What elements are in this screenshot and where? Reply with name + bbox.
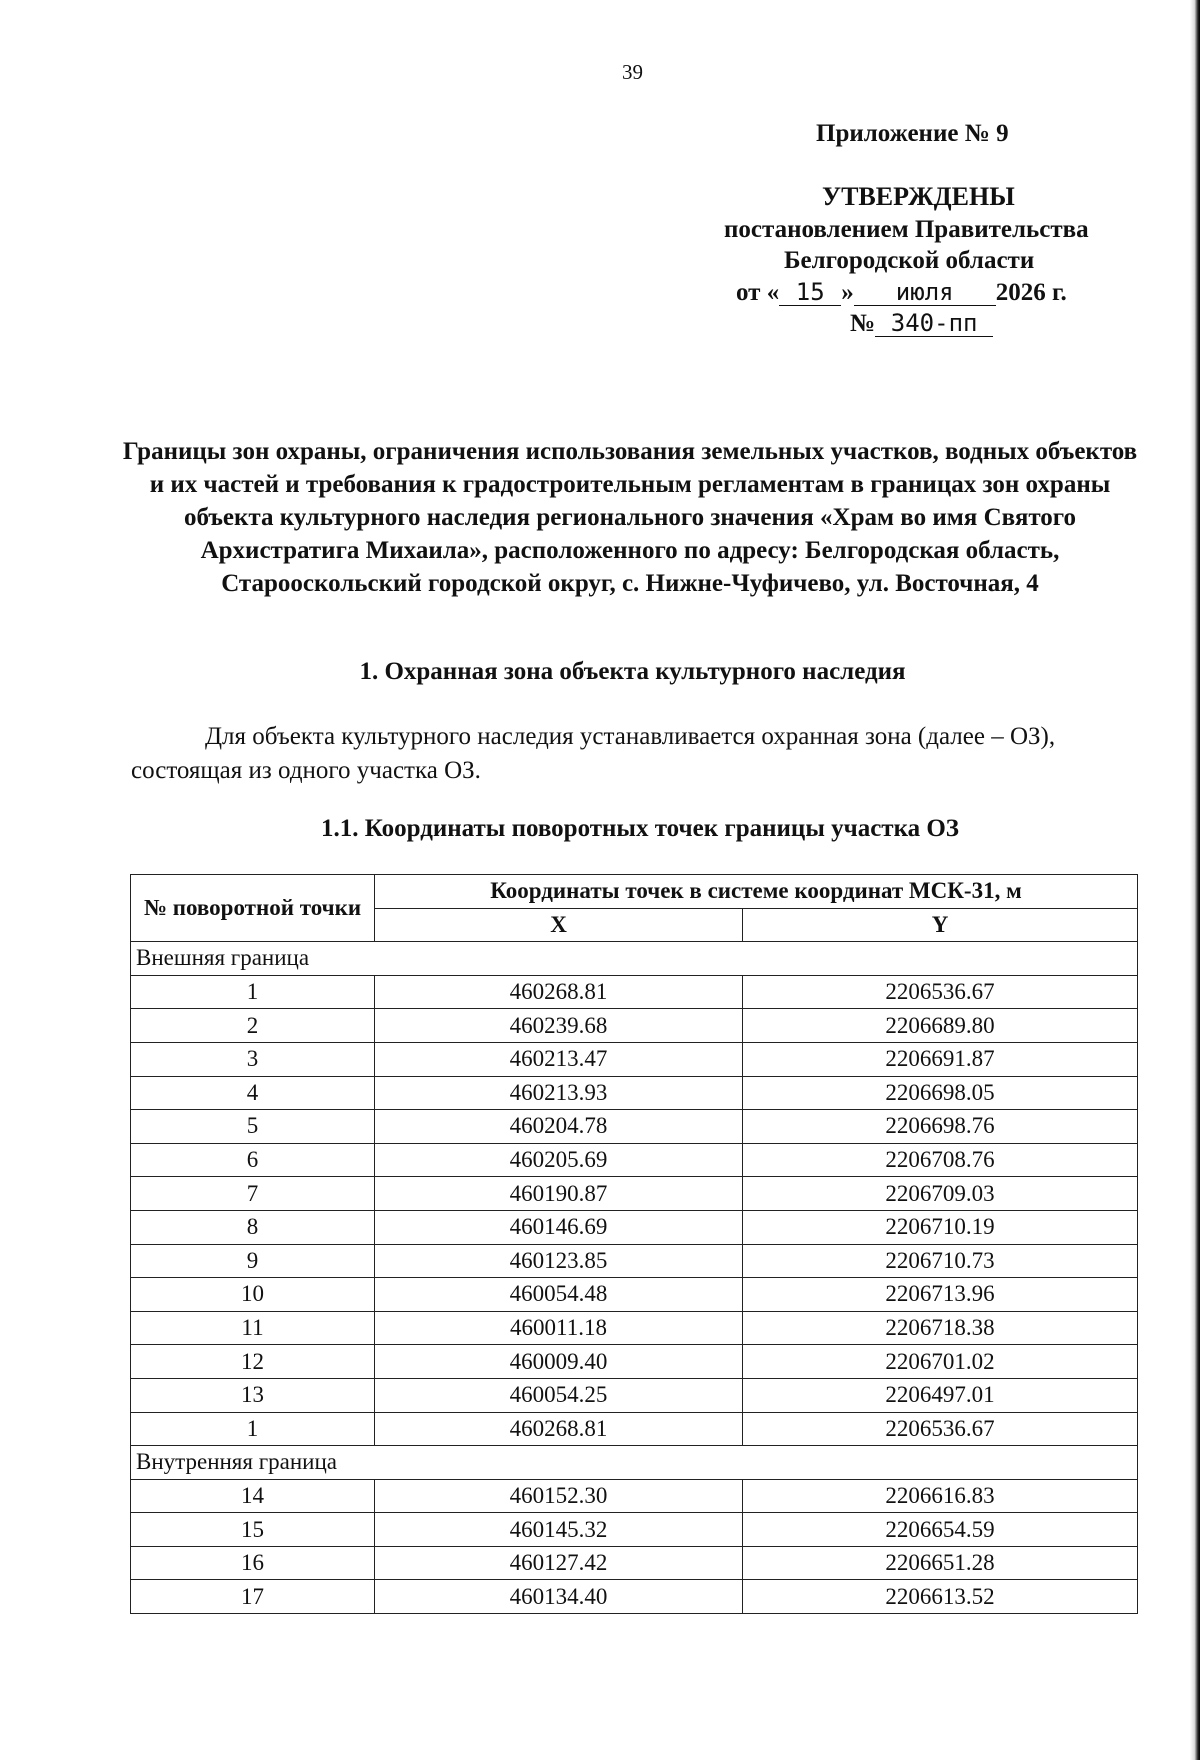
point-number-cell: 17 <box>131 1580 375 1614</box>
point-number-cell: 14 <box>131 1479 375 1513</box>
boundary-section-label: Внешняя граница <box>131 942 1138 976</box>
date-day: 15 <box>779 279 841 306</box>
decree-line-2: Белгородской области <box>784 247 1035 274</box>
point-number-cell: 2 <box>131 1009 375 1043</box>
header-coordinates: Координаты точек в системе координат МСК-31, м <box>375 875 1138 909</box>
point-number-cell: 16 <box>131 1546 375 1580</box>
point-number-cell: 9 <box>131 1244 375 1278</box>
y-coordinate-cell: 2206536.67 <box>743 1412 1138 1446</box>
x-coordinate-cell: 460205.69 <box>375 1143 743 1177</box>
decree-date <box>736 279 1176 307</box>
body-line-1: Для объекта культурного наследия устанавливается охранная зона (далее – ОЗ), <box>205 723 1056 750</box>
y-coordinate-cell: 2206708.76 <box>743 1143 1138 1177</box>
x-coordinate-cell: 460009.40 <box>375 1345 743 1379</box>
y-coordinate-cell: 2206710.19 <box>743 1210 1138 1244</box>
header-y: Y <box>743 908 1138 942</box>
approved-heading: УТВЕРЖДЕНЫ <box>822 182 1015 211</box>
date-month: июля <box>854 279 996 306</box>
table-row <box>131 1143 1138 1177</box>
appendix-label: Приложение № 9 <box>816 120 1009 147</box>
boundary-section-row <box>131 1446 1138 1480</box>
x-coordinate-cell: 460011.18 <box>375 1311 743 1345</box>
y-coordinate-cell: 2206701.02 <box>743 1345 1138 1379</box>
x-coordinate-cell: 460239.68 <box>375 1009 743 1043</box>
y-coordinate-cell: 2206713.96 <box>743 1278 1138 1312</box>
point-number-cell: 13 <box>131 1378 375 1412</box>
y-coordinate-cell: 2206613.52 <box>743 1580 1138 1614</box>
point-number-cell: 15 <box>131 1513 375 1547</box>
coordinates-body <box>131 942 1138 1614</box>
point-number-cell: 3 <box>131 1042 375 1076</box>
coordinates-table <box>130 874 1138 1614</box>
x-coordinate-cell: 460054.48 <box>375 1278 743 1312</box>
page-number: 39 <box>622 60 643 84</box>
y-coordinate-cell: 2206651.28 <box>743 1546 1138 1580</box>
point-number-cell: 1 <box>131 975 375 1009</box>
document-title: Границы зон охраны, ограничения использования земельных участков, водных объектов и их частей и требования к градостроительным регламентам в границах зон охраны объекта культурного наследия регионального значения «Храм во имя Святого Архистратига Михаила», расположенного по адресу: Белгородская область, Старооскольский городской округ, с. Нижне-Чуфичево, ул. Восточная, 4 <box>122 438 1138 597</box>
y-coordinate-cell: 2206718.38 <box>743 1311 1138 1345</box>
date-mid: » <box>841 279 854 306</box>
x-coordinate-cell: 460127.42 <box>375 1546 743 1580</box>
x-coordinate-cell: 460146.69 <box>375 1210 743 1244</box>
table-row <box>131 1278 1138 1312</box>
point-number-cell: 12 <box>131 1345 375 1379</box>
decree-line-1: постановлением Правительства <box>724 216 1089 243</box>
number-prefix: № <box>850 310 876 337</box>
point-number-cell: 7 <box>131 1177 375 1211</box>
y-coordinate-cell: 2206497.01 <box>743 1378 1138 1412</box>
x-coordinate-cell: 460268.81 <box>375 1412 743 1446</box>
y-coordinate-cell: 2206536.67 <box>743 975 1138 1009</box>
point-number-cell: 5 <box>131 1110 375 1144</box>
y-coordinate-cell: 2206709.03 <box>743 1177 1138 1211</box>
body-paragraph <box>131 720 1141 788</box>
table-row <box>131 1479 1138 1513</box>
x-coordinate-cell: 460213.47 <box>375 1042 743 1076</box>
table-row <box>131 1177 1138 1211</box>
point-number-cell: 10 <box>131 1278 375 1312</box>
table-row <box>131 1042 1138 1076</box>
point-number-cell: 8 <box>131 1210 375 1244</box>
point-number-cell: 4 <box>131 1076 375 1110</box>
table-row <box>131 1580 1138 1614</box>
body-line-2: состоящая из одного участка ОЗ. <box>131 757 481 784</box>
header-x: X <box>375 908 743 942</box>
x-coordinate-cell: 460145.32 <box>375 1513 743 1547</box>
table-row <box>131 1378 1138 1412</box>
y-coordinate-cell: 2206710.73 <box>743 1244 1138 1278</box>
section-title: 1. Охранная зона объекта культурного наследия <box>359 658 906 685</box>
x-coordinate-cell: 460123.85 <box>375 1244 743 1278</box>
y-coordinate-cell: 2206689.80 <box>743 1009 1138 1043</box>
date-year: 2026 г. <box>995 279 1067 306</box>
x-coordinate-cell: 460054.25 <box>375 1378 743 1412</box>
boundary-section-row <box>131 942 1138 976</box>
x-coordinate-cell: 460134.40 <box>375 1580 743 1614</box>
y-coordinate-cell: 2206698.05 <box>743 1076 1138 1110</box>
table-row <box>131 1210 1138 1244</box>
table-title: 1.1. Координаты поворотных точек границы участка ОЗ <box>321 815 959 842</box>
point-number-cell: 6 <box>131 1143 375 1177</box>
x-coordinate-cell: 460204.78 <box>375 1110 743 1144</box>
date-prefix: от « <box>736 279 780 306</box>
y-coordinate-cell: 2206616.83 <box>743 1479 1138 1513</box>
point-number-cell: 11 <box>131 1311 375 1345</box>
table-row <box>131 1076 1138 1110</box>
x-coordinate-cell: 460268.81 <box>375 975 743 1009</box>
table-row <box>131 1009 1138 1043</box>
table-row <box>131 1110 1138 1144</box>
y-coordinate-cell: 2206691.87 <box>743 1042 1138 1076</box>
x-coordinate-cell: 460152.30 <box>375 1479 743 1513</box>
y-coordinate-cell: 2206654.59 <box>743 1513 1138 1547</box>
decree-number <box>850 310 1050 338</box>
table-row <box>131 1546 1138 1580</box>
boundary-section-label: Внутренняя граница <box>131 1446 1138 1480</box>
table-row <box>131 1412 1138 1446</box>
point-number-cell: 1 <box>131 1412 375 1446</box>
x-coordinate-cell: 460190.87 <box>375 1177 743 1211</box>
table-row <box>131 1345 1138 1379</box>
header-point-number: № поворотной точки <box>131 875 375 942</box>
table-row <box>131 1311 1138 1345</box>
scan-edge <box>1190 0 1200 1760</box>
number-value: 340-пп <box>875 310 993 337</box>
table-row <box>131 975 1138 1009</box>
x-coordinate-cell: 460213.93 <box>375 1076 743 1110</box>
table-row <box>131 1244 1138 1278</box>
y-coordinate-cell: 2206698.76 <box>743 1110 1138 1144</box>
table-row <box>131 1513 1138 1547</box>
